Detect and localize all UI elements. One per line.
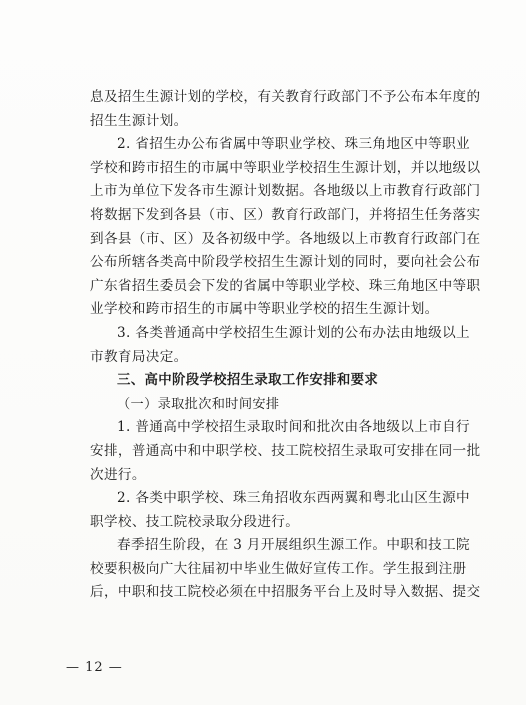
text-line: 1. 普通高中学校招生录取时间和批次由各地级以上市自行 — [117, 419, 470, 436]
text-line: 春季招生阶段，在 3 月开展组织生源工作。中职和技工院 — [117, 537, 470, 554]
text-line: 招生生源计划。 — [90, 112, 188, 129]
text-line: 业学校和跨市招生的市属中等职业学校的招生生源计划。 — [90, 301, 439, 318]
text-line: 将数据下发到各县（市、区）教育行政部门，并将招生任务落实 — [90, 206, 481, 223]
text-line: 3. 各类普通高中学校招生生源计划的公布办法由地级以上 — [117, 324, 470, 341]
text-line: 广东省招生委员会下发的省属中等职业学校、珠三角地区中等职 — [90, 277, 481, 294]
text-line: 息及招生生源计划的学校，有关教育行政部门不予公布本年度的 — [90, 89, 481, 105]
text-line: 2. 各类中职学校、珠三角招收东西两翼和粤北山区生源中 — [117, 490, 470, 507]
text-line: 职学校、技工院校录取分段进行。 — [90, 513, 300, 530]
text-line: 2. 省招生办公布省属中等职业学校、珠三角地区中等职业 — [117, 136, 470, 153]
text-line: 后，中职和技工院校必须在中招服务平台上及时导入数据、提交 — [90, 584, 481, 601]
page-number: — 12 — — [66, 660, 123, 675]
text-line: 安排，普通高中和中职学校、技工院校招生录取可安排在同一批 — [90, 442, 481, 459]
text-line: 次进行。 — [90, 466, 146, 483]
text-line: 上市为单位下发各市生源计划数据。各地级以上市教育行政部门 — [90, 183, 481, 200]
subsection-heading: （一）录取批次和时间安排 — [117, 396, 280, 412]
text-line: 到各县（市、区）及各初级中学。各地级以上市教育行政部门在 — [90, 230, 481, 247]
text-line: 校要积极向广大往届初中毕业生做好宣传工作。学生报到注册 — [90, 560, 467, 577]
document-body — [90, 86, 480, 605]
text-line: 学校和跨市招生的市属中等职业学校招生生源计划，并以地级以 — [90, 159, 481, 176]
text-line: 公布所辖各类高中阶段学校招生生源计划的同时，要向社会公布 — [90, 254, 481, 271]
section-heading: 三、高中阶段学校招生录取工作安排和要求 — [117, 373, 379, 389]
text-line: 市教育局决定。 — [90, 348, 188, 365]
